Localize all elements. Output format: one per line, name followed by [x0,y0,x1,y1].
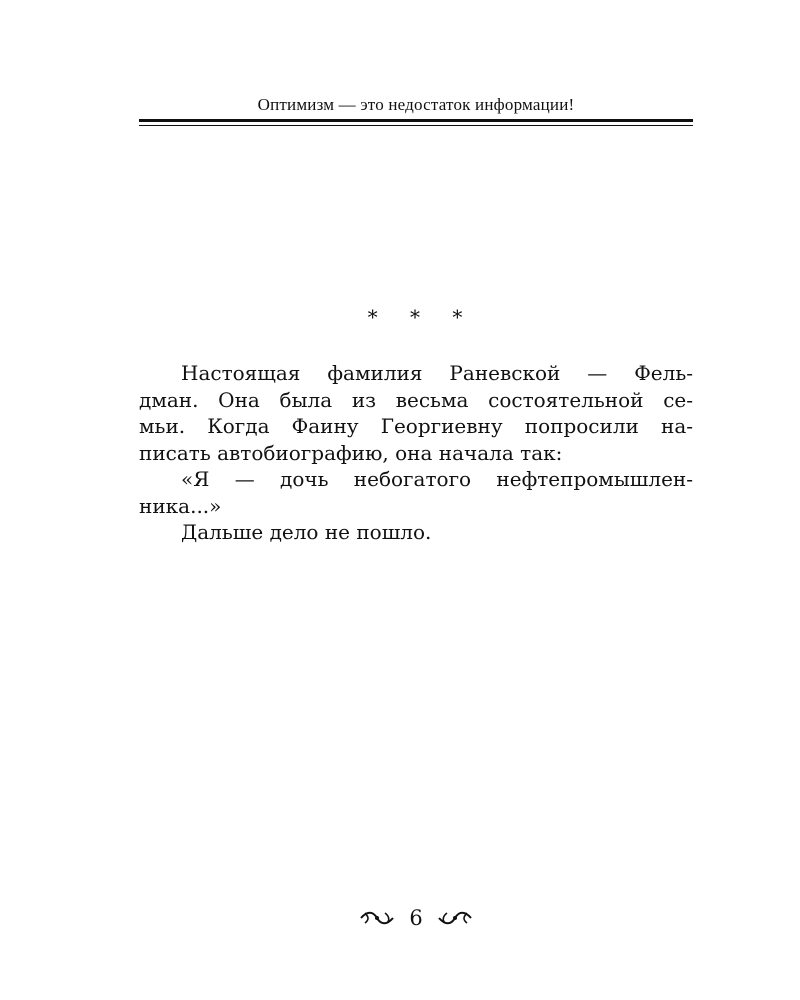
text-line: ника...» [139,493,222,518]
page-footer [139,904,693,930]
body-text [139,360,693,546]
fleuron-right-icon [437,909,473,927]
text-line: Настоящая фамилия Раневской — Фель- [181,361,693,385]
page-number: 6 [409,905,423,930]
section-break-asterisks: * * * [367,305,465,329]
text-line: мьи. Когда Фаину Георгиевну попросили на- [139,414,693,438]
text-line: дман. Она была из весьма состоятельной се- [139,387,693,412]
text-line: писать автобиографию, она начала так: [139,440,563,465]
running-head: Оптимизм — это недостаток информации! [257,95,575,114]
header-rule-thin [139,125,693,127]
fleuron-left-icon [359,909,395,927]
header-rule-thick [139,119,693,122]
text-line: «Я — дочь небогатого нефтепромышлен- [181,467,693,491]
text-line: Дальше дело не пошло. [181,520,432,544]
